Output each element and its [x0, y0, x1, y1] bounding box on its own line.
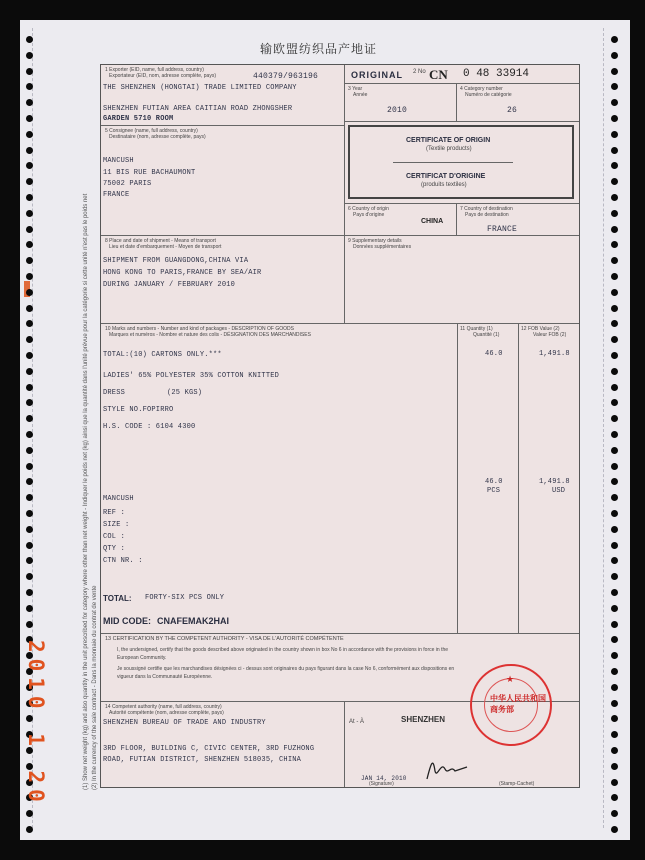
category-label-fr: Numéro de catégorie: [465, 92, 512, 98]
year-value: 2010: [387, 106, 408, 115]
feed-hole: [611, 652, 618, 659]
origin-label: 6 Country of origin: [348, 206, 389, 212]
exporter-line-1: THE SHENZHEN (HONGTAI) TRADE LIMITED COMPANY: [103, 84, 297, 92]
origin-value: CHINA: [421, 218, 444, 225]
feed-hole: [26, 542, 33, 549]
certificate-subtitle-fr: (produits textiles): [421, 182, 467, 188]
goods-total-cartons: TOTAL:(10) CARTONS ONLY.***: [103, 351, 222, 359]
place-label: At - À: [349, 719, 365, 725]
shipment-line-3: DURING JANUARY / FEBRUARY 2010: [103, 281, 236, 289]
feed-hole: [26, 589, 33, 596]
marks-line-3: SIZE :: [103, 521, 130, 529]
original-label: ORIGINAL: [351, 70, 403, 80]
feed-hole: [611, 557, 618, 564]
feed-hole: [26, 320, 33, 327]
feed-hole: [611, 715, 618, 722]
feed-hole: [26, 494, 33, 501]
footnote-1: (1) Show net weight (kg) and also quantity in the unit prescribed for category where other than net weight - Indiquer le poids net (kg) ainsi que la quantité dans l'unité prévue pour la catégorie si cette unité n'est pas le poids net: [83, 193, 89, 790]
supplementary-label: 9 Supplementary details: [348, 238, 402, 244]
feed-hole: [611, 526, 618, 533]
place-value: SHENZHEN: [401, 715, 446, 724]
feed-hole: [611, 431, 618, 438]
quantity-unit: PCS: [487, 487, 501, 495]
feed-hole: [26, 83, 33, 90]
category-value: 26: [507, 106, 518, 115]
feed-hole: [26, 68, 33, 75]
feed-hole: [611, 700, 618, 707]
feed-hole: [26, 52, 33, 59]
certification-en-2: European Community.: [117, 655, 167, 661]
goods-label: 10 Marks and numbers - Number and kind of packages - DESCRIPTION OF GOODS: [105, 326, 294, 332]
feed-hole: [611, 447, 618, 454]
category-label: 4 Category number: [460, 86, 503, 92]
certificate-title-en: CERTIFICATE OF ORIGIN: [406, 137, 491, 144]
feed-hole: [26, 241, 33, 248]
feed-hole: [26, 573, 33, 580]
feed-hole: [611, 810, 618, 817]
authority-label: 14 Competent authority (name, full address, country): [105, 704, 222, 710]
feed-hole: [611, 399, 618, 406]
marks-line-1: MANCUSH: [103, 495, 134, 503]
feed-hole: [611, 668, 618, 675]
signature-label: (Signature): [369, 781, 394, 787]
shipment-line-2: HONG KONG TO PARIS,FRANCE BY SEA/AIR: [103, 269, 262, 277]
marks-line-6: CTN NR. :: [103, 557, 143, 565]
shipment-line-1: SHIPMENT FROM GUANGDONG,CHINA VIA: [103, 257, 249, 265]
feed-hole: [611, 352, 618, 359]
feed-hole: [611, 194, 618, 201]
goods-weight: (25 KGS): [167, 389, 203, 397]
feed-hole: [611, 605, 618, 612]
stamp-label: (Stamp-Cachet): [499, 781, 535, 787]
consignee-line-4: FRANCE: [103, 191, 130, 199]
feed-hole: [611, 178, 618, 185]
feed-hole: [611, 494, 618, 501]
feed-hole: [26, 210, 33, 217]
feed-hole: [611, 52, 618, 59]
feed-hole: [611, 573, 618, 580]
feed-hole: [26, 526, 33, 533]
certification-en-1: I, the undersigned, certify that the goods described above originated in the country shown in box No 6 in accordance with the provisions in force in the: [117, 647, 449, 653]
feed-hole: [611, 621, 618, 628]
marks-line-5: QTY :: [103, 545, 126, 553]
exporter-line-3: GARDEN 5710 ROOM: [103, 115, 174, 123]
feed-hole: [611, 589, 618, 596]
certificate-prefix: CN: [429, 67, 448, 82]
authority-line-2: 3RD FLOOR, BUILDING C, CIVIC CENTER, 3RD FUZHONG: [103, 745, 315, 753]
mid-code-label: MID CODE:: [103, 616, 151, 626]
certification-fr-2: vigueur dans la Communauté Européenne.: [117, 674, 213, 680]
exporter-line-2: SHENZHEN FUTIAN AREA CAITIAN ROAD ZHONGSHER: [103, 105, 293, 113]
quantity-total: 46.0: [485, 478, 503, 486]
feed-hole: [26, 510, 33, 517]
feed-hole: [611, 147, 618, 154]
authority-label-fr: Autorité compétente (nom, adresse complète, pays): [109, 710, 224, 716]
exporter-label: 1 Exporter (EID, name, full address, country): [105, 67, 204, 73]
tractor-strip-right: [603, 28, 605, 828]
feed-hole: [26, 557, 33, 564]
fob-label-fr: Valeur FOB (2): [533, 332, 567, 338]
feed-hole: [611, 415, 618, 422]
feed-hole: [611, 779, 618, 786]
feed-hole: [26, 621, 33, 628]
feed-hole: [26, 384, 33, 391]
feed-hole: [611, 384, 618, 391]
quantity-value: 46.0: [485, 350, 503, 358]
total-label: TOTAL:: [103, 594, 132, 603]
feed-hole: [26, 226, 33, 233]
number-label: 2 No: [413, 69, 426, 75]
destination-label-fr: Pays de destination: [465, 212, 509, 218]
seal-text: 中华人民共和国 商务部: [490, 694, 546, 714]
feed-hole: [26, 463, 33, 470]
goods-style: STYLE NO.FOPIRRO: [103, 406, 174, 414]
certificate-title-fr: CERTIFICAT D'ORIGINE: [406, 173, 486, 180]
consignee-line-1: MANCUSH: [103, 157, 134, 165]
fob-label: 12 FOB Value (2): [521, 326, 560, 332]
feed-hole: [611, 463, 618, 470]
feed-hole: [611, 368, 618, 375]
feed-hole: [26, 352, 33, 359]
feed-hole: [26, 194, 33, 201]
feed-hole: [611, 83, 618, 90]
fob-total: 1,491.8: [539, 478, 570, 486]
authority-line-1: SHENZHEN BUREAU OF TRADE AND INDUSTRY: [103, 719, 266, 727]
feed-hole: [611, 36, 618, 43]
feed-hole: [611, 510, 618, 517]
feed-hole: [611, 478, 618, 485]
certification-fr-1: Je soussigné certifie que les marchandises désignées ci - dessus sont originaires du pays figurant dans la case No 6, conformément aux dispositions en: [117, 666, 455, 672]
consignee-label: 5 Consignee (name, full address, country): [105, 128, 198, 134]
sign-date: JAN 14, 2010: [361, 775, 407, 782]
consignee-line-2: 11 BIS RUE BACHAUMONT: [103, 169, 196, 177]
footnote-2: (2) In the currency of the sale contract - Dans la monnaie du contrat de vente: [92, 585, 98, 790]
feed-hole: [611, 115, 618, 122]
feed-hole: [26, 478, 33, 485]
feed-hole: [611, 542, 618, 549]
goods-hs-code: H.S. CODE : 6104 4300: [103, 423, 196, 431]
feed-hole: [26, 36, 33, 43]
exporter-eid: 440379/963196: [253, 72, 319, 81]
fob-value: 1,491.8: [539, 350, 570, 358]
feed-hole: [26, 447, 33, 454]
feed-hole: [26, 415, 33, 422]
feed-hole: [26, 305, 33, 312]
feed-hole: [611, 131, 618, 138]
year-label: 3 Year: [348, 86, 363, 92]
destination-value: FRANCE: [487, 225, 518, 234]
feed-hole: [26, 336, 33, 343]
feed-hole: [26, 368, 33, 375]
feed-hole: [26, 147, 33, 154]
certificate-subtitle-en: (Textile products): [426, 146, 472, 152]
fob-currency: USD: [552, 487, 566, 495]
feed-hole: [26, 399, 33, 406]
feed-hole: [611, 273, 618, 280]
feed-hole: [611, 241, 618, 248]
feed-hole: [26, 178, 33, 185]
feed-hole: [26, 162, 33, 169]
shipment-label: 8 Place and date of shipment - Means of transport: [105, 238, 216, 244]
feed-hole: [26, 431, 33, 438]
total-value: FORTY-SIX PCS ONLY: [145, 594, 225, 602]
feed-hole: [611, 794, 618, 801]
feed-hole: [611, 289, 618, 296]
feed-hole: [611, 636, 618, 643]
feed-hole: [611, 826, 618, 833]
goods-item: DRESS: [103, 389, 126, 397]
feed-hole: [26, 99, 33, 106]
authority-line-3: ROAD, FUTIAN DISTRICT, SHENZHEN 518035, CHINA: [103, 756, 302, 764]
feed-hole: [26, 605, 33, 612]
shipment-label-fr: Lieu et date d'embarquement - Moyen de transport: [109, 244, 222, 250]
goods-label-fr: Marques et numéros - Nombre et nature des colis - DÉSIGNATION DES MARCHANDISES: [109, 332, 311, 338]
feed-hole: [611, 731, 618, 738]
document-title: 输欧盟纺织品产地证: [260, 42, 378, 56]
feed-hole: [611, 320, 618, 327]
feed-hole: [611, 99, 618, 106]
goods-description: LADIES' 65% POLYESTER 35% COTTON KNITTED: [103, 372, 280, 380]
feed-hole: [26, 257, 33, 264]
feed-hole: [611, 226, 618, 233]
feed-hole: [26, 826, 33, 833]
consignee-label-fr: Destinataire (nom, adresse complète, pays): [109, 134, 206, 140]
destination-label: 7 Country of destination: [460, 206, 513, 212]
certificate-number: 0 48 33914: [463, 68, 530, 80]
feed-hole: [26, 289, 33, 296]
quantity-label-fr: Quantité (1): [473, 332, 500, 338]
feed-hole: [611, 747, 618, 754]
photo-date-stamp: 2010 1 20: [24, 640, 48, 808]
mid-code-value: CNAFEMAK2HAI: [157, 616, 229, 626]
feed-hole: [26, 115, 33, 122]
feed-hole: [611, 684, 618, 691]
consignee-line-3: 75002 PARIS: [103, 180, 152, 188]
supplementary-label-fr: Données supplémentaires: [353, 244, 412, 250]
marks-line-2: REF :: [103, 509, 126, 517]
feed-hole: [611, 336, 618, 343]
quantity-label: 11 Quantity (1): [460, 326, 493, 332]
feed-hole: [611, 68, 618, 75]
handwritten-signature: [423, 753, 471, 783]
certification-label: 13 CERTIFICATION BY THE COMPETENT AUTHORITY - VISA DE L'AUTORITÉ COMPÉTENTE: [105, 636, 344, 642]
feed-hole: [26, 810, 33, 817]
feed-hole: [611, 257, 618, 264]
official-seal: ★ 中华人民共和国 商务部: [470, 664, 552, 746]
marks-line-4: COL :: [103, 533, 126, 541]
feed-hole: [611, 162, 618, 169]
feed-hole: [611, 763, 618, 770]
year-label-fr: Année: [353, 92, 368, 98]
exporter-label-fr: Exportateur (EID, nom, adresse complète, pays): [109, 73, 216, 79]
origin-label-fr: Pays d'origine: [353, 212, 385, 218]
feed-hole: [611, 210, 618, 217]
feed-hole: [611, 305, 618, 312]
feed-hole: [26, 273, 33, 280]
feed-hole: [26, 131, 33, 138]
